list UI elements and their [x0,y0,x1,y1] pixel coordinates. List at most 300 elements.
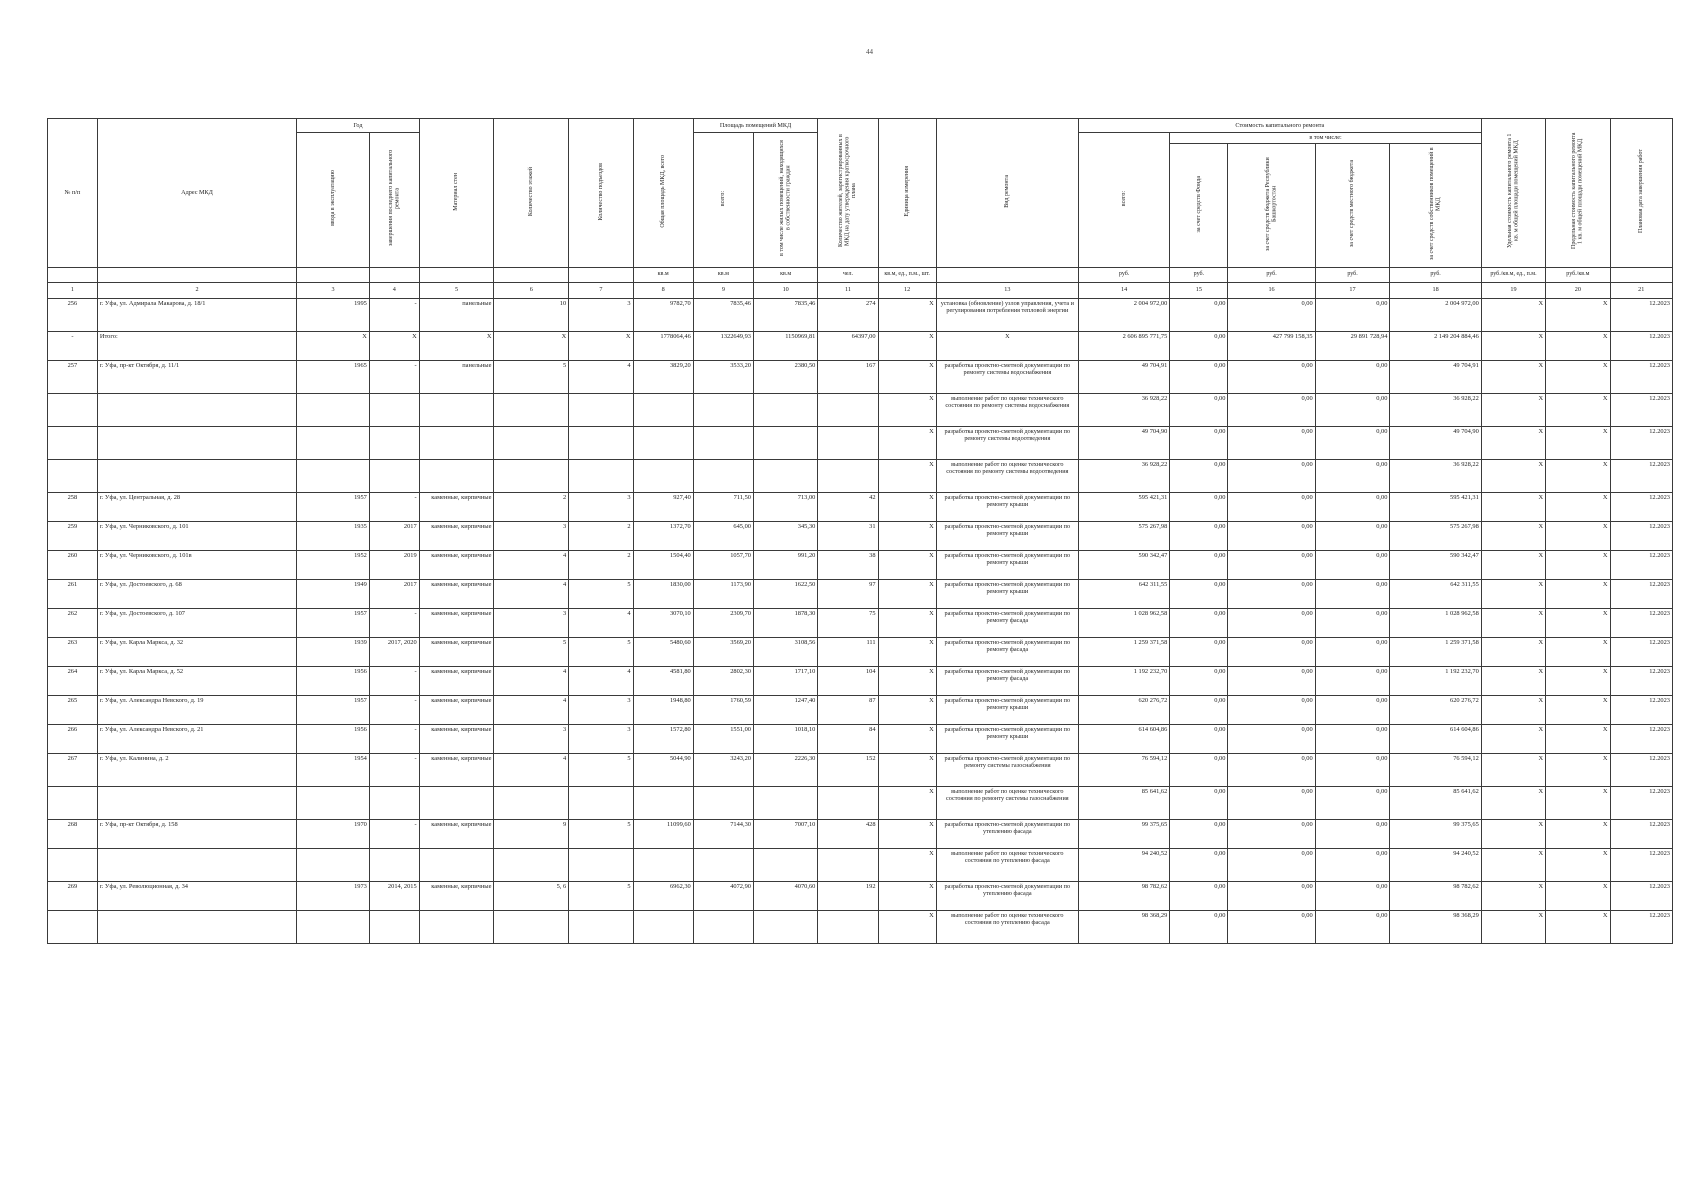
cell-fl: X [494,331,569,360]
cell-total: 1 028 962,58 [1078,608,1169,637]
cell-fl [494,910,569,943]
cell-no: 267 [48,753,98,786]
cell-people [818,848,878,881]
column-number-cell: 21 [1610,282,1672,298]
cell-a-res: 345,30 [753,521,817,550]
table-row [48,848,1673,881]
cell-a-res: 2226,30 [753,753,817,786]
cell-ent: 3 [569,724,633,753]
unit-cell [419,267,494,282]
cell-unit: X [878,910,936,943]
cell-area: 1948,80 [633,695,693,724]
unit-cell [48,267,98,282]
cell-mc: X [1546,608,1610,637]
cell-a-all: 2309,70 [693,608,753,637]
column-number-cell: 9 [693,282,753,298]
cell-a-all [693,848,753,881]
units-row [48,267,1673,282]
cell-no: 268 [48,819,98,848]
cell-a-all: 7144,30 [693,819,753,848]
cell-area: 4581,80 [633,666,693,695]
cell-fl [494,848,569,881]
cell-a-res: 1247,40 [753,695,817,724]
cell-rep: 427 799 158,35 [1228,331,1315,360]
unit-cell: кв.м, ед., п.м., шт. [878,267,936,282]
cell-uc: X [1481,910,1545,943]
cell-mat [419,848,494,881]
cell-ent: 3 [569,492,633,521]
cell-own: 595 421,31 [1390,492,1481,521]
cell-a-res [753,848,817,881]
cell-address [97,459,296,492]
table-row [48,298,1673,331]
cell-rep: 0,00 [1228,459,1315,492]
cell-a-all: 3533,20 [693,360,753,393]
table-row [48,637,1673,666]
cell-no: 260 [48,550,98,579]
cell-total: 98 368,29 [1078,910,1169,943]
header-total-area: Общая площадь МКД, всего [633,119,693,268]
unit-cell: кв.м [633,267,693,282]
cell-fl [494,393,569,426]
cell-own: 49 704,91 [1390,360,1481,393]
cell-uc: X [1481,819,1545,848]
cell-fl: 4 [494,753,569,786]
cell-ent [569,848,633,881]
cell-y1: 1957 [297,608,370,637]
cell-fl [494,426,569,459]
table-row [48,881,1673,910]
cell-area: 5480,60 [633,637,693,666]
cell-y1: 1970 [297,819,370,848]
cell-ent: 5 [569,819,633,848]
cell-no [48,910,98,943]
cell-address [97,848,296,881]
cell-fl: 4 [494,666,569,695]
cell-y1 [297,426,370,459]
cell-fl: 5 [494,637,569,666]
cell-mc: X [1546,492,1610,521]
cell-people: 38 [818,550,878,579]
cell-area: 3070,10 [633,608,693,637]
cell-a-res: 3108,56 [753,637,817,666]
cell-loc: 0,00 [1315,695,1390,724]
cell-y2: - [369,753,419,786]
cell-fl: 2 [494,492,569,521]
cell-people: 42 [818,492,878,521]
cell-total: 76 594,12 [1078,753,1169,786]
cell-work: разработка проектно-сметной документации по ремонту фасада [936,637,1078,666]
cell-rep: 0,00 [1228,521,1315,550]
cell-area: 6962,30 [633,881,693,910]
cell-people: 75 [818,608,878,637]
cell-own: 76 594,12 [1390,753,1481,786]
cell-people: 152 [818,753,878,786]
cell-area [633,786,693,819]
cell-fund: 0,00 [1170,331,1228,360]
cell-no: 263 [48,637,98,666]
cell-people: 104 [818,666,878,695]
unit-cell: руб. [1078,267,1169,282]
cell-people: 167 [818,360,878,393]
table-row [48,331,1673,360]
cell-area: 1572,80 [633,724,693,753]
cell-work: разработка проектно-сметной документации по ремонту крыши [936,724,1078,753]
cell-a-all [693,910,753,943]
cell-people: 428 [818,819,878,848]
cell-fund: 0,00 [1170,608,1228,637]
cell-mat: панельные [419,360,494,393]
cell-total: 94 240,52 [1078,848,1169,881]
cell-date: 12.2023 [1610,579,1672,608]
cell-unit: X [878,426,936,459]
cell-a-res: 1150969,81 [753,331,817,360]
cell-rep: 0,00 [1228,360,1315,393]
cell-area: 11099,60 [633,819,693,848]
cell-work: установка (обновление) узлов управления, учета и регулирования потребления тепловой энергии [936,298,1078,331]
cell-mat: каменные, кирпичные [419,695,494,724]
cell-total: 620 276,72 [1078,695,1169,724]
column-number-cell: 19 [1481,282,1545,298]
cell-loc: 0,00 [1315,521,1390,550]
cell-total: 642 311,55 [1078,579,1169,608]
cell-address: г. Уфа, ул. Карла Маркса, д. 32 [97,637,296,666]
cell-uc: X [1481,786,1545,819]
cell-uc: X [1481,753,1545,786]
cell-mat [419,786,494,819]
cell-people [818,459,878,492]
header-cost-local: за счет средств местного бюджета [1315,143,1390,267]
cell-unit: X [878,786,936,819]
cell-date: 12.2023 [1610,360,1672,393]
cell-area: 5044,90 [633,753,693,786]
repair-plan-table [47,118,1673,944]
cell-rep: 0,00 [1228,724,1315,753]
cell-fund: 0,00 [1170,360,1228,393]
cell-rep: 0,00 [1228,298,1315,331]
cell-uc: X [1481,666,1545,695]
table-row [48,393,1673,426]
cell-y1 [297,848,370,881]
cell-fund: 0,00 [1170,910,1228,943]
cell-loc: 0,00 [1315,910,1390,943]
cell-mc: X [1546,521,1610,550]
cell-ent: 4 [569,360,633,393]
cell-loc: 0,00 [1315,579,1390,608]
cell-y1: 1939 [297,637,370,666]
unit-cell: руб. [1228,267,1315,282]
cell-address: Итого: [97,331,296,360]
cell-a-res: 1622,50 [753,579,817,608]
cell-address [97,393,296,426]
cell-loc: 0,00 [1315,360,1390,393]
cell-unit: X [878,521,936,550]
table-row [48,550,1673,579]
cell-area [633,910,693,943]
column-number-cell: 5 [419,282,494,298]
cell-fund: 0,00 [1170,637,1228,666]
cell-no [48,426,98,459]
cell-address: г. Уфа, ул. Центральная, д. 28 [97,492,296,521]
cell-loc: 0,00 [1315,426,1390,459]
cell-address [97,910,296,943]
cell-y1: 1995 [297,298,370,331]
cell-a-all: 2802,30 [693,666,753,695]
cell-rep: 0,00 [1228,910,1315,943]
cell-uc: X [1481,521,1545,550]
cell-loc: 0,00 [1315,393,1390,426]
cell-work: выполнение работ по оценке технического состояния по ремонту системы водоснабжения [936,393,1078,426]
cell-area: 1778064,46 [633,331,693,360]
header-cost-total: всего: [1078,133,1169,268]
cell-rep: 0,00 [1228,426,1315,459]
cell-fl [494,786,569,819]
cell-date: 12.2023 [1610,550,1672,579]
cell-unit: X [878,459,936,492]
cell-area: 1830,00 [633,579,693,608]
cell-fl: 10 [494,298,569,331]
table-row [48,695,1673,724]
cell-fund: 0,00 [1170,393,1228,426]
cell-ent [569,459,633,492]
cell-work: X [936,331,1078,360]
cell-loc: 0,00 [1315,298,1390,331]
cell-people: 87 [818,695,878,724]
cell-y2: 2017 [369,579,419,608]
cell-y2 [369,426,419,459]
cell-people: 31 [818,521,878,550]
cell-own: 98 782,62 [1390,881,1481,910]
cell-loc: 0,00 [1315,492,1390,521]
cell-no: 261 [48,579,98,608]
cell-area [633,848,693,881]
cell-fl: 4 [494,550,569,579]
column-number-cell: 20 [1546,282,1610,298]
cell-y1 [297,910,370,943]
cell-total: 99 375,65 [1078,819,1169,848]
cell-work: разработка проектно-сметной документации по ремонту фасада [936,608,1078,637]
cell-mat: панельные [419,298,494,331]
unit-cell [297,267,370,282]
cell-own: 575 267,98 [1390,521,1481,550]
cell-total: 36 928,22 [1078,393,1169,426]
cell-loc: 29 891 728,94 [1315,331,1390,360]
cell-total: 1 259 371,58 [1078,637,1169,666]
cell-mat [419,459,494,492]
cell-y1 [297,786,370,819]
cell-ent: X [569,331,633,360]
cell-own: 590 342,47 [1390,550,1481,579]
cell-y2: - [369,492,419,521]
table-row [48,521,1673,550]
unit-cell [369,267,419,282]
cell-loc: 0,00 [1315,786,1390,819]
cell-ent [569,786,633,819]
cell-mat: каменные, кирпичные [419,753,494,786]
cell-y2: - [369,819,419,848]
cell-unit: X [878,848,936,881]
cell-uc: X [1481,695,1545,724]
cell-a-res [753,459,817,492]
cell-y1: 1957 [297,492,370,521]
column-number-cell: 12 [878,282,936,298]
cell-work: разработка проектно-сметной документации по ремонту фасада [936,666,1078,695]
cell-mc: X [1546,848,1610,881]
header-incl: в том числе: [1170,133,1482,144]
cell-people: 64397,00 [818,331,878,360]
cell-no [48,393,98,426]
cell-address: г. Уфа, ул. Черниковского, д. 101 [97,521,296,550]
cell-address: г. Уфа, пр-кт Октября, д. 11/1 [97,360,296,393]
cell-work: разработка проектно-сметной документации по ремонту системы водоотведения [936,426,1078,459]
cell-date: 12.2023 [1610,819,1672,848]
header-entrances: Количество подъездов [569,119,633,268]
cell-y2: 2017, 2020 [369,637,419,666]
header-cost-republic: за счет средств бюджета Республики Башкортостан [1228,143,1315,267]
cell-a-all [693,393,753,426]
cell-date: 12.2023 [1610,881,1672,910]
header-cost-owners: за счет средств собственников помещений в МКД [1390,143,1481,267]
column-number-cell: 11 [818,282,878,298]
cell-y2 [369,459,419,492]
cell-a-res [753,910,817,943]
cell-area: 1504,40 [633,550,693,579]
cell-uc: X [1481,393,1545,426]
cell-ent: 5 [569,753,633,786]
cell-a-all: 4072,90 [693,881,753,910]
cell-a-res: 7007,10 [753,819,817,848]
cell-rep: 0,00 [1228,550,1315,579]
cell-rep: 0,00 [1228,695,1315,724]
cell-a-res: 1717,10 [753,666,817,695]
cell-unit: X [878,666,936,695]
cell-loc: 0,00 [1315,819,1390,848]
cell-total: 49 704,91 [1078,360,1169,393]
cell-y2: - [369,360,419,393]
cell-own: 1 028 962,58 [1390,608,1481,637]
cell-a-all: 1057,70 [693,550,753,579]
header-cost-group: Стоимость капитального ремонта [1078,119,1481,133]
table-row [48,579,1673,608]
cell-own: 1 259 371,58 [1390,637,1481,666]
cell-own: 2 149 204 884,46 [1390,331,1481,360]
cell-y2: - [369,695,419,724]
cell-work: разработка проектно-сметной документации по утеплению фасада [936,819,1078,848]
cell-loc: 0,00 [1315,848,1390,881]
cell-fund: 0,00 [1170,521,1228,550]
cell-rep: 0,00 [1228,666,1315,695]
header-cost-fund: за счет средств Фонда [1170,143,1228,267]
cell-mc: X [1546,786,1610,819]
cell-date: 12.2023 [1610,521,1672,550]
cell-a-all: 711,50 [693,492,753,521]
cell-address: г. Уфа, ул. Революционная, д. 34 [97,881,296,910]
cell-address [97,426,296,459]
cell-fl: 5, 6 [494,881,569,910]
cell-uc: X [1481,848,1545,881]
cell-loc: 0,00 [1315,881,1390,910]
cell-own: 98 368,29 [1390,910,1481,943]
cell-total: 614 604,86 [1078,724,1169,753]
cell-people [818,393,878,426]
cell-mc: X [1546,819,1610,848]
cell-total: 595 421,31 [1078,492,1169,521]
cell-a-res: 7835,46 [753,298,817,331]
cell-own: 614 604,86 [1390,724,1481,753]
cell-uc: X [1481,550,1545,579]
cell-fl: 3 [494,724,569,753]
cell-mc: X [1546,579,1610,608]
cell-a-res [753,393,817,426]
cell-mat: каменные, кирпичные [419,666,494,695]
cell-no [48,786,98,819]
cell-y2: - [369,666,419,695]
header-repair-type: Вид ремонта [936,119,1078,268]
cell-a-all [693,426,753,459]
cell-date: 12.2023 [1610,724,1672,753]
header-year-commissioning: ввода в эксплуатацию [297,133,370,268]
table-row [48,666,1673,695]
cell-date: 12.2023 [1610,492,1672,521]
column-numbers-row [48,282,1673,298]
cell-uc: X [1481,298,1545,331]
cell-area [633,459,693,492]
table-body [48,298,1673,943]
cell-a-res: 713,00 [753,492,817,521]
cell-fund: 0,00 [1170,819,1228,848]
cell-address: г. Уфа, ул. Калинина, д. 2 [97,753,296,786]
cell-mat: каменные, кирпичные [419,492,494,521]
cell-y2: - [369,608,419,637]
cell-a-all: 3243,20 [693,753,753,786]
column-number-cell: 18 [1390,282,1481,298]
cell-fund: 0,00 [1170,426,1228,459]
cell-area: 3829,20 [633,360,693,393]
column-number-cell: 17 [1315,282,1390,298]
cell-mc: X [1546,910,1610,943]
cell-fl: 3 [494,521,569,550]
cell-total: 2 004 972,00 [1078,298,1169,331]
cell-total: 1 192 232,70 [1078,666,1169,695]
cell-unit: X [878,695,936,724]
cell-date: 12.2023 [1610,910,1672,943]
cell-y1 [297,393,370,426]
cell-uc: X [1481,426,1545,459]
cell-y1: 1935 [297,521,370,550]
unit-cell: кв.м [753,267,817,282]
cell-rep: 0,00 [1228,492,1315,521]
cell-fund: 0,00 [1170,753,1228,786]
cell-own: 36 928,22 [1390,393,1481,426]
cell-work: разработка проектно-сметной документации по ремонту системы водоснабжения [936,360,1078,393]
cell-uc: X [1481,881,1545,910]
cell-mc: X [1546,724,1610,753]
unit-cell [569,267,633,282]
cell-date: 12.2023 [1610,459,1672,492]
cell-unit: X [878,360,936,393]
cell-no [48,459,98,492]
cell-total: 2 606 895 771,75 [1078,331,1169,360]
cell-mc: X [1546,426,1610,459]
cell-loc: 0,00 [1315,459,1390,492]
cell-ent: 5 [569,637,633,666]
unit-cell: руб. [1170,267,1228,282]
cell-mc: X [1546,637,1610,666]
cell-y2 [369,786,419,819]
cell-date: 12.2023 [1610,848,1672,881]
cell-mc: X [1546,459,1610,492]
cell-mat [419,910,494,943]
